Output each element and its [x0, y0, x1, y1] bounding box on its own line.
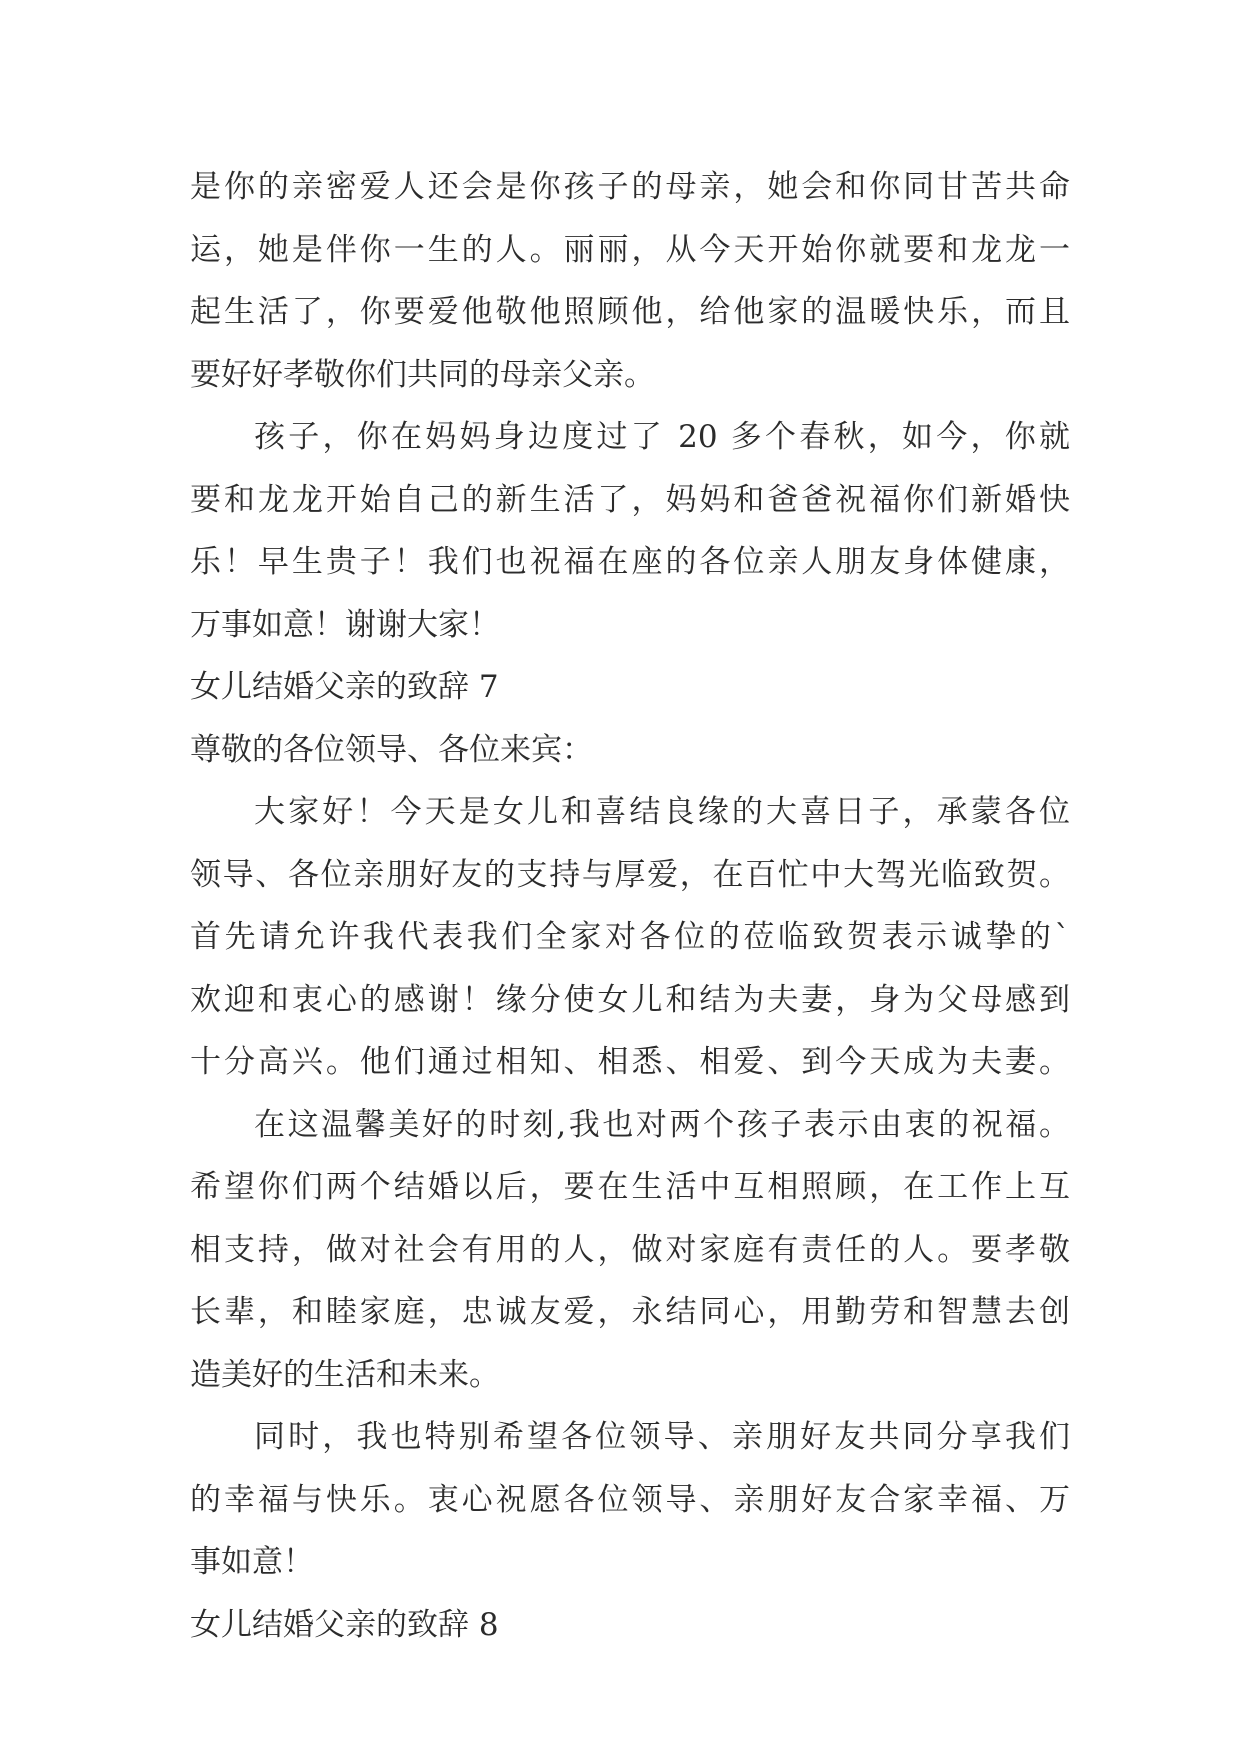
paragraph-first-line: 在这温馨美好的时刻,我也对两个孩子表示由衷的祝福。	[254, 1106, 1070, 1143]
text-line: 要好好孝敬你们共同的母亲父亲。	[190, 356, 655, 393]
section-heading: 女儿结婚父亲的致辞 7	[190, 669, 499, 705]
text-line: 起生活了，你要爱他敬他照顾他，给他家的温暖快乐，而且	[190, 294, 1070, 330]
text-line: 乐！早生贵子！我们也祝福在座的各位亲人朋友身体健康，	[190, 544, 1070, 580]
text-line: 首先请允许我代表我们全家对各位的莅临致贺表示诚挚的`	[190, 919, 1070, 955]
text-line: 的幸福与快乐。衷心祝愿各位领导、亲朋好友合家幸福、万	[190, 1481, 1070, 1518]
text-line: 运，她是伴你一生的人。丽丽，从今天开始你就要和龙龙一	[190, 231, 1070, 268]
paragraph-first-line: 同时，我也特别希望各位领导、亲朋好友共同分享我们	[254, 1419, 1070, 1455]
paragraph-first-line: 大家好！今天是女儿和喜结良缘的大喜日子，承蒙各位	[254, 794, 1070, 830]
text-line: 万事如意！谢谢大家！	[190, 606, 500, 643]
section-heading: 女儿结婚父亲的致辞 8	[190, 1606, 499, 1643]
text-line: 要和龙龙开始自己的新生活了，妈妈和爸爸祝福你们新婚快	[190, 481, 1070, 518]
text-line: 长辈，和睦家庭，忠诚友爱，永结同心，用勤劳和智慧去创	[190, 1294, 1070, 1330]
text-line: 造美好的生活和未来。	[190, 1356, 500, 1393]
document-body	[190, 156, 1070, 1656]
text-line: 欢迎和衷心的感谢！缘分使女儿和结为夫妻，身为父母感到	[190, 981, 1070, 1018]
text-line: 相支持，做对社会有用的人，做对家庭有责任的人。要孝敬	[190, 1231, 1070, 1268]
text-line: 事如意！	[190, 1544, 314, 1580]
paragraph-first-line: 孩子，你在妈妈身边度过了 20 多个春秋，如今，你就	[254, 419, 1070, 455]
text-line: 是你的亲密爱人还会是你孩子的母亲，她会和你同甘苦共命	[190, 169, 1070, 205]
text-line: 十分高兴。他们通过相知、相悉、相爱、到今天成为夫妻。	[190, 1044, 1070, 1080]
salutation: 尊敬的各位领导、各位来宾：	[190, 731, 593, 768]
text-line: 领导、各位亲朋好友的支持与厚爱，在百忙中大驾光临致贺。	[190, 856, 1070, 893]
text-line: 希望你们两个结婚以后，要在生活中互相照顾，在工作上互	[190, 1169, 1070, 1205]
